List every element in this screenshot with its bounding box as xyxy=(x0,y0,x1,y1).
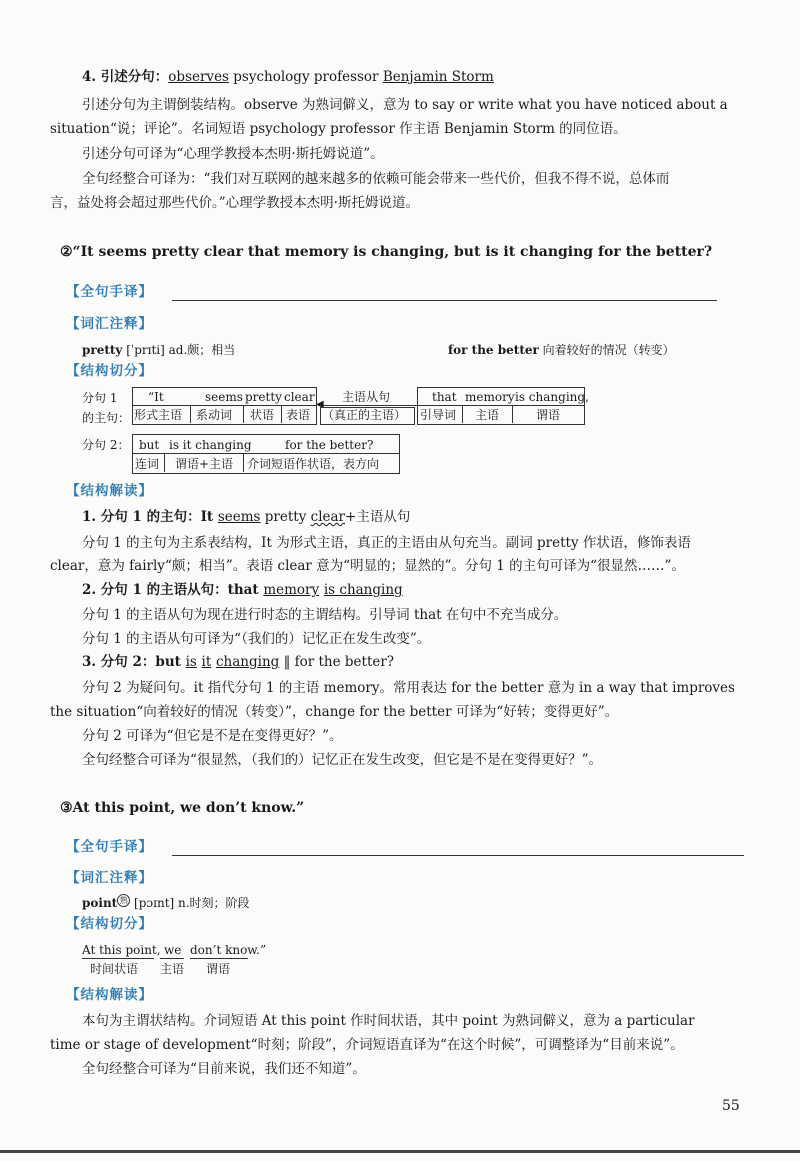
c2-role-3: 介词短语作状语，表方向 xyxy=(247,457,380,471)
s3-ul-1 xyxy=(82,958,154,959)
sec4-p1a: 引述分句为主谓倒装结构。observe 为熟词僻义，意为 to say or write what you have noticed about a xyxy=(82,97,728,113)
a1-p1a: 分句 1 的主句为主系表结构，It 为形式主语，真正的主语由从句充当。副词 pretty 作状语，修饰表语 xyxy=(82,535,691,551)
s3-label-structure: 【结构切分】 xyxy=(66,916,153,932)
s3-ul-3 xyxy=(190,958,248,959)
c1-label-b: 的主句： xyxy=(82,411,131,425)
a1-title-a: 1. 分句 1 的主句：It xyxy=(82,509,218,525)
a3-title xyxy=(82,653,394,671)
sec4-p3b: 言，益处将会超过那些代价。”心理学教授本杰明·斯托姆说道。 xyxy=(50,195,419,211)
s2-vocab-phrase-word: for the better xyxy=(448,343,539,357)
a1-clear: clear xyxy=(310,509,346,525)
s3-ul-2 xyxy=(160,958,184,959)
a1-end: +主语从句 xyxy=(345,509,411,525)
s3-vocab-word: point xyxy=(82,896,118,910)
c2-role-1: 连词 xyxy=(135,457,160,471)
s3-label-translation: 【全句手译】 xyxy=(66,839,153,855)
c1-sub-role-2: 主语 xyxy=(475,408,500,422)
s3-vocab-point xyxy=(82,894,250,912)
c1-role-3: 状语 xyxy=(250,408,275,422)
a3-p1a: 分句 2 为疑问句。it 指代分句 1 的主语 memory。常用表达 for the better 意为 in a way that improves xyxy=(82,680,735,696)
c1-sub-role-1: 引导词 xyxy=(420,408,457,422)
c2-role-2: 谓语+主语 xyxy=(175,457,234,471)
c1-role-2: 系动词 xyxy=(196,408,233,422)
sec4-title-storm: Benjamin Storm xyxy=(382,69,494,85)
sec4-title-label: 引述分句： xyxy=(100,69,169,85)
s3-translation-line[interactable] xyxy=(172,855,744,856)
c1-sep2 xyxy=(243,405,244,423)
a3-title-a: 3. 分句 2：but xyxy=(82,654,186,670)
c1-label-a: 分句 1 xyxy=(82,391,118,405)
s3-role-3: 谓语 xyxy=(206,962,231,976)
sec4-p1b: situation“说；评论”。名词短语 psychology professor 作主语 Benjamin Storm 的同位语。 xyxy=(50,121,627,137)
s2-heading: ②“It seems pretty clear that memory is changing, but is it changing for the better? xyxy=(60,244,713,260)
c2-label: 分句 2： xyxy=(82,438,130,452)
c1-sub-word-2: memory xyxy=(465,390,515,404)
c1-sub-sep1 xyxy=(462,405,463,423)
s3-p1a: 本句为主谓状结构。介词短语 At this point 作时间状语，其中 point 为熟词僻义，意为 a particular xyxy=(82,1013,695,1029)
c1-sub-sep2 xyxy=(512,405,513,423)
a1-mid: pretty xyxy=(260,509,311,525)
s3-label-vocab: 【词汇注释】 xyxy=(66,870,153,886)
c1-word-4: clear xyxy=(284,390,315,404)
a2-title xyxy=(82,581,403,599)
c1-subclause-label: 主语从句 xyxy=(342,390,391,404)
c1-role-1: 形式主语 xyxy=(134,408,183,422)
c1-sub-word-1: that xyxy=(432,390,457,404)
c2-word-3: for the better? xyxy=(285,438,374,452)
c1-subnote: （真正的主语） xyxy=(322,408,407,422)
sec4-p3a: 全句经整合可译为：“我们对互联网的越来越多的依赖可能会带来一些代价，但我不得不说，总体而 xyxy=(82,171,670,187)
sec4-title xyxy=(82,68,494,86)
c1-sep1 xyxy=(190,405,191,423)
a1-seems: seems xyxy=(217,509,261,525)
c2-sep1 xyxy=(164,453,165,472)
c2-sep2 xyxy=(243,453,244,472)
s3-word-3: don’t know.” xyxy=(190,943,267,957)
familiar-badge-icon: 熟 xyxy=(117,894,130,907)
footer-rule xyxy=(0,1150,800,1153)
s2-vocab-word: pretty xyxy=(82,343,123,357)
sec4-title-num: 4. xyxy=(82,69,97,85)
s2-translation-line[interactable] xyxy=(172,300,717,301)
a2-changing: is changing xyxy=(323,582,403,598)
sec4-p2: 引述分句可译为“心理学教授本杰明·斯托姆说道”。 xyxy=(82,146,384,162)
s2-vocab-def: [ˈprɪti] ad.颇；相当 xyxy=(122,343,236,357)
c1-sep3 xyxy=(281,405,282,423)
c1-word-3: pretty xyxy=(245,390,282,404)
sec4-title-observes: observes xyxy=(168,69,229,85)
a2-title-a: 2. 分句 1 的主语从句：that xyxy=(82,582,264,598)
arrow-left-icon: ◀ xyxy=(316,399,324,410)
a1-p1b: clear，意为 fairly“颇；相当”。表语 clear 意为“明显的；显然的”。分句 1 的主句可译为“很显然……”。 xyxy=(50,558,685,574)
a3-p2: 分句 2 可译为“但它是不是在变得更好？”。 xyxy=(82,728,343,744)
page-number: 55 xyxy=(722,1098,740,1114)
a3-it: it xyxy=(201,654,212,670)
s3-label-analysis: 【结构解读】 xyxy=(66,987,153,1003)
a3-changing: changing xyxy=(215,654,280,670)
a3-p3: 全句经整合可译为“很显然，（我们的）记忆正在发生改变，但它是不是在变得更好？”。 xyxy=(82,752,603,768)
c1-word-1: “It xyxy=(148,390,164,404)
a3-p1b: the situation“向着较好的情况（转变）”，change for the better 可译为“好转；变得更好”。 xyxy=(50,704,619,720)
s3-role-2: 主语 xyxy=(160,962,185,976)
s3-heading: ③At this point, we don’t know.” xyxy=(60,800,305,816)
s3-p2: 全句经整合可译为“目前来说，我们还不知道”。 xyxy=(82,1061,366,1077)
s2-vocab-pretty xyxy=(82,341,235,359)
c1-word-2: seems xyxy=(205,390,243,404)
a3-end: ‖ for the better? xyxy=(279,654,395,670)
a1-title xyxy=(82,508,410,526)
s3-role-1: 时间状语 xyxy=(90,962,139,976)
s3-p1b: time or stage of development“时刻；阶段”，介词短语直译为“在这个时候”，可调整译为“目前来说”。 xyxy=(50,1037,684,1053)
c1-sub-word-3: is changing, xyxy=(515,390,589,404)
c2-word-2: is it changing xyxy=(169,438,252,452)
s2-label-translation: 【全句手译】 xyxy=(66,284,153,300)
s3-word-1: At this point, xyxy=(82,943,161,957)
c2-word-1: but xyxy=(139,438,160,452)
s2-label-structure: 【结构切分】 xyxy=(66,363,153,379)
s3-vocab-def: [pɔɪnt] n.时刻；阶段 xyxy=(130,896,250,910)
c1-sub-role-3: 谓语 xyxy=(536,408,561,422)
c1-role-4: 表语 xyxy=(286,408,311,422)
a2-memory: memory xyxy=(263,582,320,598)
a2-p2: 分句 1 的主语从句可译为“（我们的）记忆正在发生改变”。 xyxy=(82,631,431,647)
a3-is: is xyxy=(185,654,197,670)
s2-vocab-phrase xyxy=(448,341,675,359)
s2-label-vocab: 【词汇注释】 xyxy=(66,316,153,332)
a2-p1: 分句 1 的主语从句为现在进行时态的主谓结构。引导词 that 在句中不充当成分。 xyxy=(82,607,568,623)
sec4-title-mid: psychology professor xyxy=(228,69,383,85)
s2-label-analysis: 【结构解读】 xyxy=(66,483,153,499)
s2-vocab-phrase-def: 向着较好的情况（转变） xyxy=(538,343,675,357)
s3-word-2: we xyxy=(164,943,182,957)
